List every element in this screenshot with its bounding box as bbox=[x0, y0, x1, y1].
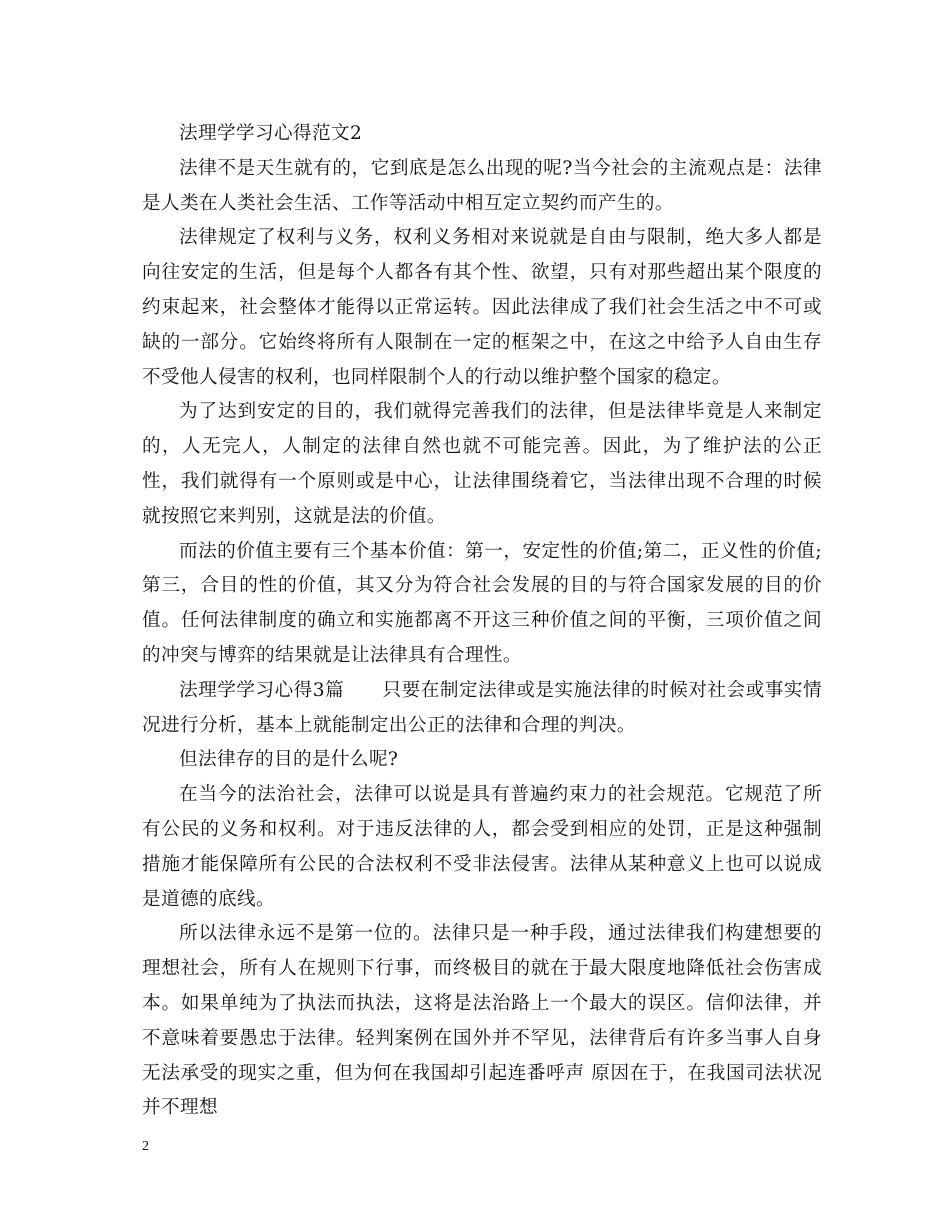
paragraph-1: 法律不是天生就有的，它到底是怎么出现的呢?当今社会的主流观点是：法律是人类在人类社会生活、工作等活动中相互定立契约而产生的。 bbox=[142, 157, 822, 214]
paragraph-5: 法理学学习心得3篇 只要在制定法律或是实施法律的时候对社会或事实情况进行分析，基本上就能制定出公正的法律和合理的判决。 bbox=[142, 679, 822, 736]
paragraph-7: 在当今的法治社会，法律可以说是具有普遍约束力的社会规范。它规范了所有公民的义务和权利。对于违反法律的人，都会受到相应的处罚，正是这种强制措施才能保障所有公民的合法权利不受非法侵害。法律从某种意义上也可以说成是道德的底线。 bbox=[142, 784, 822, 910]
paragraph-2: 法律规定了权利与义务，权利义务相对来说就是自由与限制，绝大多人都是向往安定的生活，但是每个人都各有其个性、欲望，只有对那些超出某个限度的约束起来，社会整体才能得以正常运转。因此法律成了我们社会生活之中不可或缺的一部分。它始终将所有人限制在一定的框架之中，在这之中给予人自由生存不受他人侵害的权利，也同样限制个人的行动以维护整个国家的稳定。 bbox=[142, 227, 822, 388]
section-heading: 法理学学习心得范文2 bbox=[179, 123, 363, 144]
paragraph-6: 但法律存的目的是什么呢? bbox=[179, 749, 399, 771]
page-number: 2 bbox=[142, 1139, 149, 1154]
paragraph-3: 为了达到安定的目的，我们就得完善我们的法律，但是法律毕竟是人来制定的，人无完人，人制定的法律自然也就不可能完善。因此，为了维护法的公正性，我们就得有一个原则或是中心，让法律围绕着它，当法律出现不合理的时候就按照它来判别，这就是法的价值。 bbox=[142, 401, 822, 527]
document-body bbox=[142, 117, 822, 1126]
paragraph-8: 所以法律永远不是第一位的。法律只是一种手段，通过法律我们构建想要的理想社会，所有人在规则下行事，而终极目的就在于最大限度地降低社会伤害成本。如果单纯为了执法而执法，这将是法治路上一个最大的误区。信仰法律，并不意味着要愚忠于法律。轻判案例在国外并不罕见，法律背后有许多当事人自身无法承受的现实之重，但为何在我国却引起连番呼声 原因在于，在我国司法状况并不理想 bbox=[142, 923, 822, 1119]
paragraph-4: 而法的价值主要有三个基本价值：第一，安定性的价值;第二，正义性的价值;第三，合目的性的价值，其又分为符合社会发展的目的与符合国家发展的目的价值。任何法律制度的确立和实施都离不开这三种价值之间的平衡，三项价值之间的冲突与博弈的结果就是让法律具有合理性。 bbox=[142, 540, 822, 666]
